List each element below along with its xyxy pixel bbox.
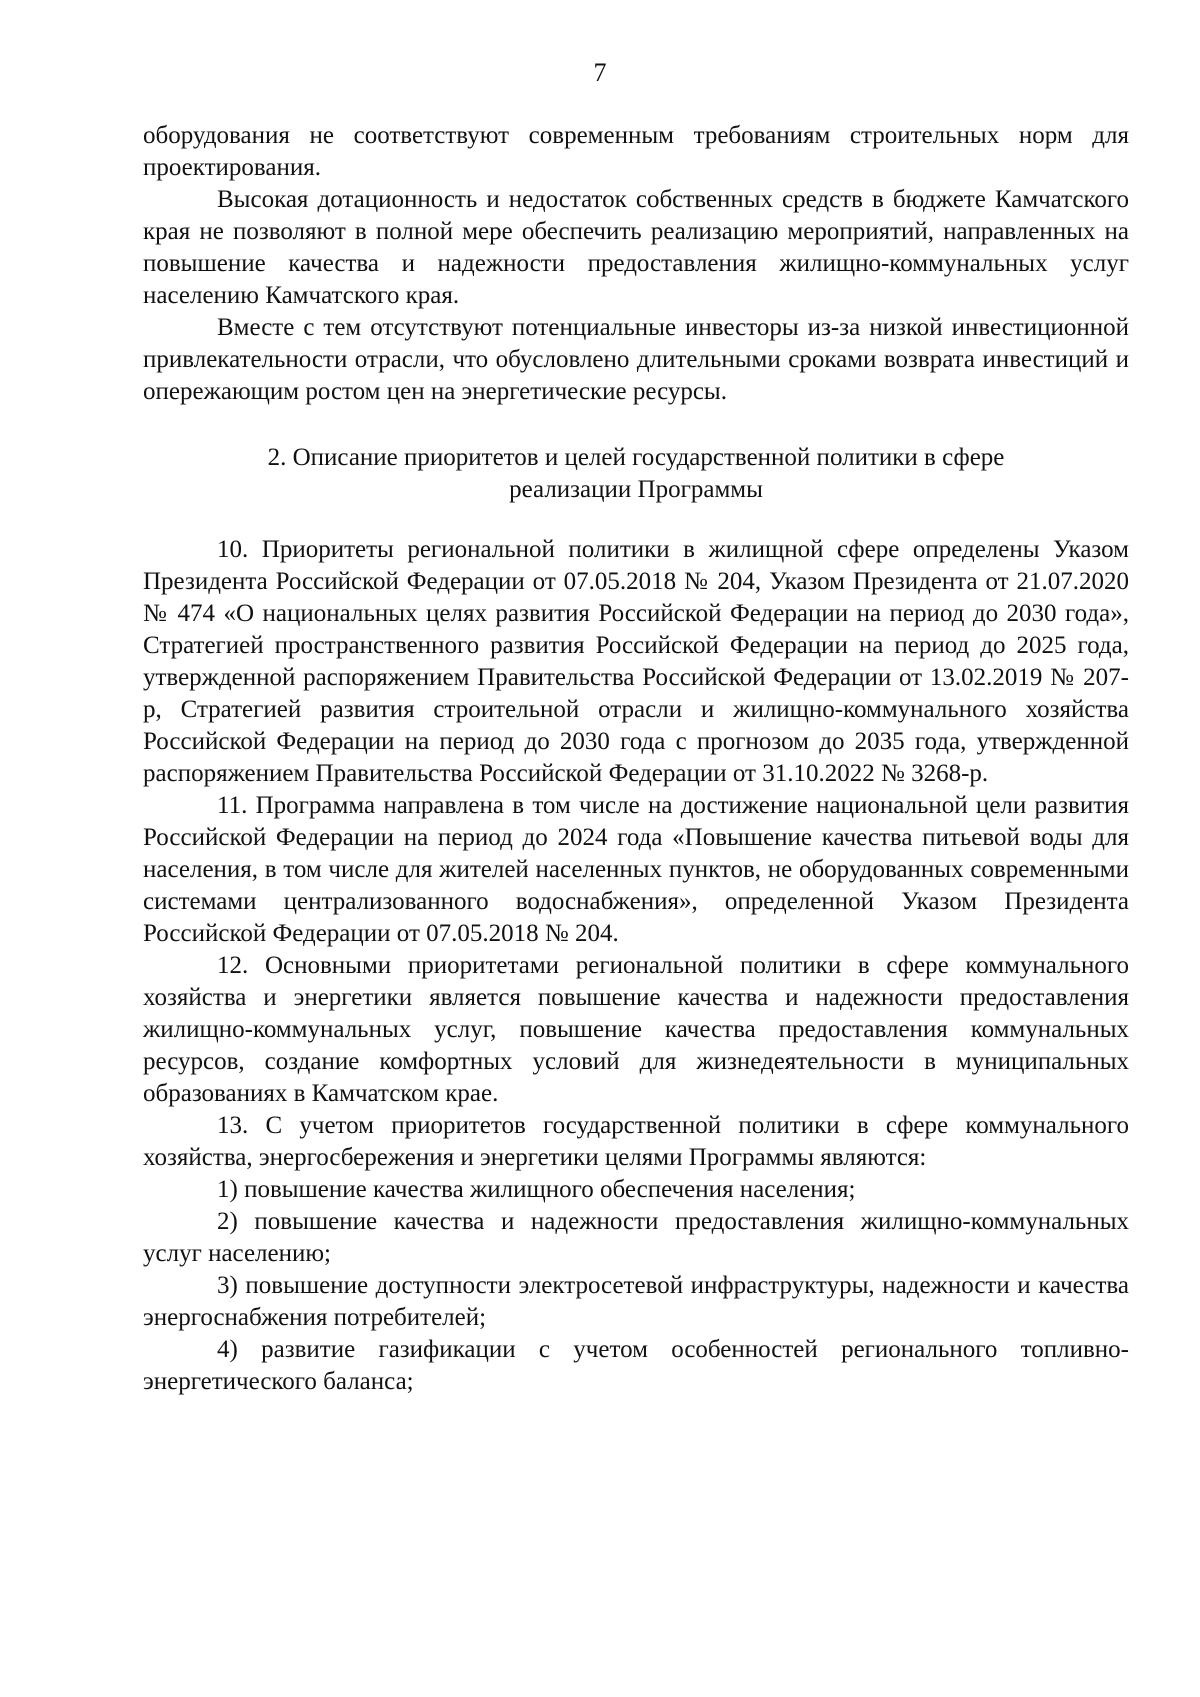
paragraph-item-13: 13. С учетом приоритетов государственной политики в сфере коммунального хозяйства, энергосбережения и энергетики целями Программы являются: xyxy=(143,1112,1129,1171)
goal-item-1: 1) повышение качества жилищного обеспечения населения; xyxy=(217,1176,856,1203)
section-heading xyxy=(143,442,1129,506)
paragraph-subsidy: Высокая дотационность и недостаток собственных средств в бюджете Камчатского края не позволяют в полной мере обеспечить реализацию мероприятий, направленных на повышение качества и надежности предоставления жилищно-коммунальных услуг населению Камчатского края. xyxy=(143,186,1129,309)
paragraph-item-10: 10. Приоритеты региональной политики в жилищной сфере определены Указом Президента Российской Федерации от 07.05.2018 № 204, Указом Президента от 21.07.2020 № 474 «О национальных целях развития Российской Федерации на период до 2030 года», Стратегией пространственного развития Российской Федерации на период до 2025 года, утвержденной распоряжением Правительства Российской Федерации от 13.02.2019 № 207-р, Стратегией развития строительной отрасли и жилищно-коммунального хозяйства Российской Федерации на период до 2030 года с прогнозом до 2035 года, утвержденной распоряжением Правительства Российской Федерации от 31.10.2022 № 3268-р. xyxy=(143,536,1129,787)
goal-item-2: 2) повышение качества и надежности предоставления жилищно-коммунальных услуг населению; xyxy=(143,1208,1129,1267)
document-body xyxy=(143,120,1129,1398)
page-number: 7 xyxy=(593,58,607,87)
section-heading-line-2: реализации Программы xyxy=(509,476,763,503)
paragraph-item-12: 12. Основными приоритетами региональной политики в сфере коммунального хозяйства и энергетики является повышение качества и надежности предоставления жилищно-коммунальных услуг, повышение качества предоставления коммунальных ресурсов, создание комфортных условий для жизнедеятельности в муниципальных образованиях в Камчатском крае. xyxy=(143,952,1129,1107)
goal-item-4: 4) развитие газификации с учетом особенностей регионального топливно-энергетического баланса; xyxy=(143,1336,1129,1395)
paragraph-item-11: 11. Программа направлена в том числе на достижение национальной цели развития Российской Федерации на период до 2024 года «Повышение качества питьевой воды для населения, в том числе для жителей населенных пунктов, не оборудованных современными системами централизованного водоснабжения», определенной Указом Президента Российской Федерации от 07.05.2018 № 204. xyxy=(143,792,1129,947)
paragraph-continuation: оборудования не соответствуют современным требованиям строительных норм для проектирования. xyxy=(143,122,1129,181)
paragraph-investors: Вместе с тем отсутствуют потенциальные инвесторы из-за низкой инвестиционной привлекательности отрасли, что обусловлено длительными сроками возврата инвестиций и опережающим ростом цен на энергетические ресурсы. xyxy=(143,314,1129,405)
goal-item-3: 3) повышение доступности электросетевой инфраструктуры, надежности и качества энергоснабжения потребителей; xyxy=(143,1272,1129,1331)
section-heading-line-1: 2. Описание приоритетов и целей государственной политики в сфере xyxy=(267,444,1005,471)
